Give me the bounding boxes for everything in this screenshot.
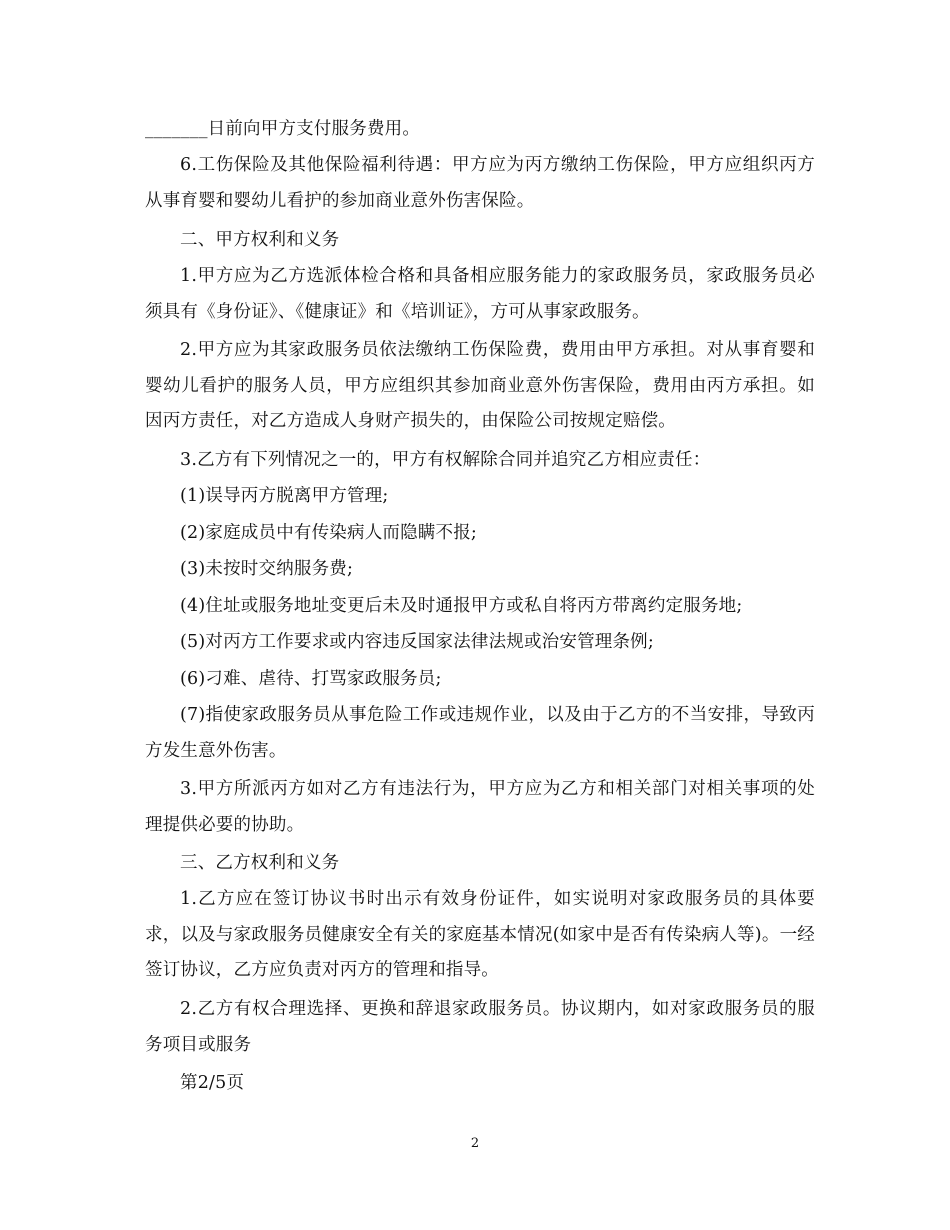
section-heading-party-b: 三、乙方权利和义务 [180, 853, 340, 873]
list-item-4: (4)住址或服务地址变更后未及时通报甲方或私自将丙方带离约定服务地; [180, 596, 743, 616]
list-item-6: (6)刁难、虐待、打骂家政服务员; [180, 669, 442, 689]
section-heading-party-a: 二、甲方权利和义务 [180, 230, 340, 250]
paragraph-payment-date: _______日前向甲方支付服务费用。 [145, 119, 421, 139]
paragraph-a-3b: 3.甲方所派丙方如对乙方有违法行为，甲方应为乙方和相关部门对相关事项的处理提供必要的协助。 [145, 779, 815, 835]
paragraph-a-2: 2.甲方应为其家政服务员依法缴纳工伤保险费，费用由甲方承担。对从事育婴和婴幼儿看护的服务人员，甲方应组织其参加商业意外伤害保险，费用由丙方承担。如因丙方责任，对乙方造成人身财产损失的，由保险公司按规定赔偿。 [145, 340, 815, 431]
paragraph-b-2: 2.乙方有权合理选择、更换和辞退家政服务员。协议期内，如对家政服务员的服务项目或服务 [145, 999, 815, 1055]
list-item-1: (1)误导丙方脱离甲方管理; [180, 486, 389, 506]
list-item-2: (2)家庭成员中有传染病人而隐瞒不报; [180, 523, 477, 543]
list-item-5: (5)对丙方工作要求或内容违反国家法律法规或治安管理条例; [180, 632, 654, 652]
page-footer-label: 第2/5页 [180, 1073, 245, 1093]
list-item-7: (7)指使家政服务员从事危险工作或违规作业，以及由于乙方的不当安排，导致丙方发生意外伤害。 [145, 705, 815, 761]
page-number: 2 [470, 1136, 480, 1151]
paragraph-a-1: 1.甲方应为乙方选派体检合格和具备相应服务能力的家政服务员，家政服务员必须具有《身份证》、《健康证》和《培训证》，方可从事家政服务。 [145, 266, 815, 322]
paragraph-b-1: 1.乙方应在签订协议书时出示有效身份证件，如实说明对家政服务员的具体要求，以及与家政服务员健康安全有关的家庭基本情况(如家中是否有传染病人等)。一经签订协议，乙方应负责对丙方的管理和指导。 [145, 889, 815, 980]
paragraph-injury-insurance: 6.工伤保险及其他保险福利待遇：甲方应为丙方缴纳工伤保险，甲方应组织丙方从事育婴和婴幼儿看护的参加商业意外伤害保险。 [145, 155, 815, 211]
paragraph-a-3: 3.乙方有下列情况之一的，甲方有权解除合同并追究乙方相应责任： [180, 450, 711, 470]
list-item-3: (3)未按时交纳服务费; [180, 559, 354, 579]
